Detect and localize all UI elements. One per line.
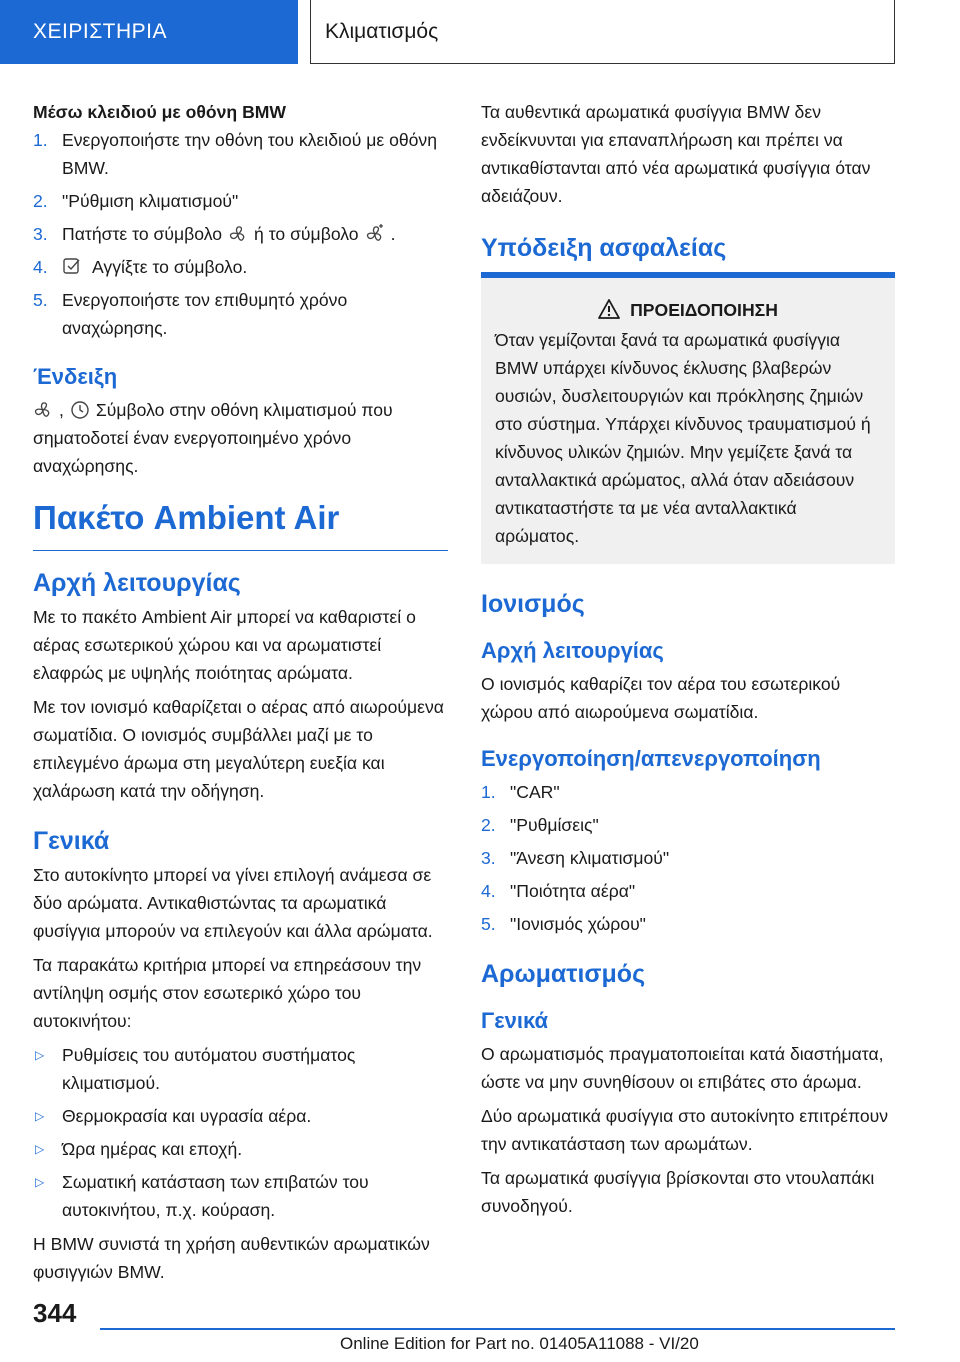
triangle-bullet-icon: ▷ xyxy=(35,1142,45,1156)
principle-paragraph-2: Με τον ιονισμό καθαρίζεται ο αέρας από αιωρούμενα σωματίδια. Ο ιονισμός συμβάλλει μαζί με το επιλεγμένο άρωμα στη μεγαλύτερη ευεξία και χαλάρωση κατά την οδήγηση. xyxy=(33,697,444,801)
list-item: ▷ Θερμοκρασία και υγρασία αέρα. xyxy=(33,1102,448,1130)
aroma-heading: Αρωματισμός xyxy=(481,960,646,988)
ion-principle-heading: Αρχή λειτουργίας xyxy=(481,638,664,663)
warning-triangle-icon xyxy=(598,299,620,319)
general-heading: Γενικά xyxy=(33,827,110,855)
list-item: 1. Ενεργοποιήστε την οθόνη του κλειδιού με οθόνη BMW. xyxy=(33,130,438,178)
activation-steps xyxy=(481,778,895,938)
left-column xyxy=(33,98,448,1292)
list-item: 2. "Ρύθμιση κλιματισμού" xyxy=(33,191,239,211)
list-item: ▷ Σωματική κατάσταση των επιβατών του αυτοκινήτου, π.χ. κούραση. xyxy=(33,1168,448,1224)
key-display-steps xyxy=(33,126,448,342)
fan-timer-active-icon xyxy=(365,224,385,244)
warning-title: ΠΡΟΕΙΔΟΠΟΙΗΣΗ xyxy=(495,296,881,324)
list-item: 4. "Ποιότητα αέρα" xyxy=(481,881,636,901)
list-item: 5. Ενεργοποιήστε τον επιθυμητό χρόνο αναχώρησης. xyxy=(33,290,348,338)
list-item: 3. Πατήστε το σύμβολο ή το σύμβολο . xyxy=(33,224,396,244)
criteria-list xyxy=(33,1041,448,1224)
ambient-air-heading: Πακέτο Ambient Air xyxy=(33,498,448,551)
activation-heading: Ενεργοποίηση/απενεργοποίηση xyxy=(481,746,821,771)
section-tab: ΧΕΙΡΙΣΤΗΡΙΑ xyxy=(0,0,298,64)
footer-edition: Online Edition for Part no. 01405A11088 - VI/20 xyxy=(340,1334,699,1353)
footer-divider xyxy=(100,1328,895,1330)
list-item: ▷ Ρυθμίσεις του αυτόματου συστήματος κλιματισμού. xyxy=(33,1041,448,1097)
ion-principle-text: Ο ιονισμός καθαρίζει τον αέρα του εσωτερικού χώρου από αιωρούμενα σωματίδια. xyxy=(481,674,841,722)
list-item: 4. Αγγίξτε το σύμβολο. xyxy=(33,257,248,277)
checkbox-icon xyxy=(62,257,82,277)
principle-heading: Αρχή λειτουργίας xyxy=(33,569,241,597)
general-paragraph-3: Η BMW συνιστά τη χρήση αυθεντικών αρωματικών φυσιγγιών BMW. xyxy=(33,1234,430,1282)
aroma-paragraph-3: Τα αρωματικά φυσίγγια βρίσκονται στο ντουλαπάκι συνοδηγού. xyxy=(481,1168,875,1216)
list-item: 5. "Ιονισμός χώρου" xyxy=(481,914,646,934)
warning-box xyxy=(481,272,895,564)
page-number: 344 xyxy=(33,1298,77,1328)
aroma-paragraph-2: Δύο αρωματικά φυσίγγια στο αυτοκίνητο επιτρέπουν την αντικατάσταση των αρωμάτων. xyxy=(481,1106,889,1154)
indication-text: , Σύμβολο στην οθόνη κλιματισμού που σηματοδοτεί έναν ενεργοποιημένο χρόνο αναχώρησης. xyxy=(33,400,393,476)
general-paragraph-1: Στο αυτοκίνητο μπορεί να γίνει επιλογή ανάμεσα σε δύο αρώματα. Αντικαθιστώντας τα αρωματικά φυσίγγια μπορούν να επιλεγούν και άλλα αρώματα. xyxy=(33,865,433,941)
list-item: 2. "Ρυθμίσεις" xyxy=(481,815,599,835)
safety-heading: Υπόδειξη ασφαλείας xyxy=(481,234,727,262)
list-item: ▷ Ώρα ημέρας και εποχή. xyxy=(33,1135,448,1163)
aroma-general-heading: Γενικά xyxy=(481,1008,549,1033)
clock-icon xyxy=(70,400,90,420)
triangle-bullet-icon: ▷ xyxy=(35,1109,45,1123)
warning-text: Όταν γεμίζονται ξανά τα αρωματικά φυσίγγια BMW υπάρχει κίνδυνος έκλυσης βλαβερών ουσιών, δυσλειτουργιών και πρόκλησης ζημιών στο σύστημα. Υπάρχει κίνδυνος τραυματισμού ή κίνδυνος υλικών ζημιών. Μην γεμίζετε ξανά τα ανταλλακτικά αρώματος, αλλά όταν αδειάσουν αντικαταστήστε τα με νέα ανταλλακτικά αρώματος. xyxy=(495,330,871,546)
aroma-paragraph-1: Ο αρωματισμός πραγματοποιείται κατά διαστήματα, ώστε να μην συνηθίσουν οι επιβάτες στο άρωμα. xyxy=(481,1044,884,1092)
key-display-title: Μέσω κλειδιού με οθόνη BMW xyxy=(33,102,287,122)
triangle-bullet-icon: ▷ xyxy=(35,1048,45,1062)
general-paragraph-2: Τα παρακάτω κριτήρια μπορεί να επηρεάσουν την αντίληψη οσμής στον εσωτερικό χώρο του αυτοκινήτου: xyxy=(33,955,422,1031)
ionization-heading: Ιονισμός xyxy=(481,590,585,618)
principle-paragraph-1: Με το πακέτο Ambient Air μπορεί να καθαριστεί ο αέρας εσωτερικού χώρου και να αρωματιστεί ελαφρώς με υψηλής ποιότητας αρώματα. xyxy=(33,607,416,683)
right-column xyxy=(481,98,895,1226)
list-item: 1. "CAR" xyxy=(481,782,560,802)
fan-timer-icon xyxy=(33,400,53,420)
list-item: 3. "Άνεση κλιματισμού" xyxy=(481,848,670,868)
chapter-title: Κλιματισμός xyxy=(310,0,895,64)
intro-paragraph: Τα αυθεντικά αρωματικά φυσίγγια BMW δεν ενδείκνυνται για επαναπλήρωση και πρέπει να αντικαθίστανται από νέα αρωματικά φυσίγγια όταν αδειάζουν. xyxy=(481,102,871,206)
fan-timer-icon xyxy=(228,224,248,244)
indication-heading: Ένδειξη xyxy=(33,364,118,389)
triangle-bullet-icon: ▷ xyxy=(35,1175,45,1189)
